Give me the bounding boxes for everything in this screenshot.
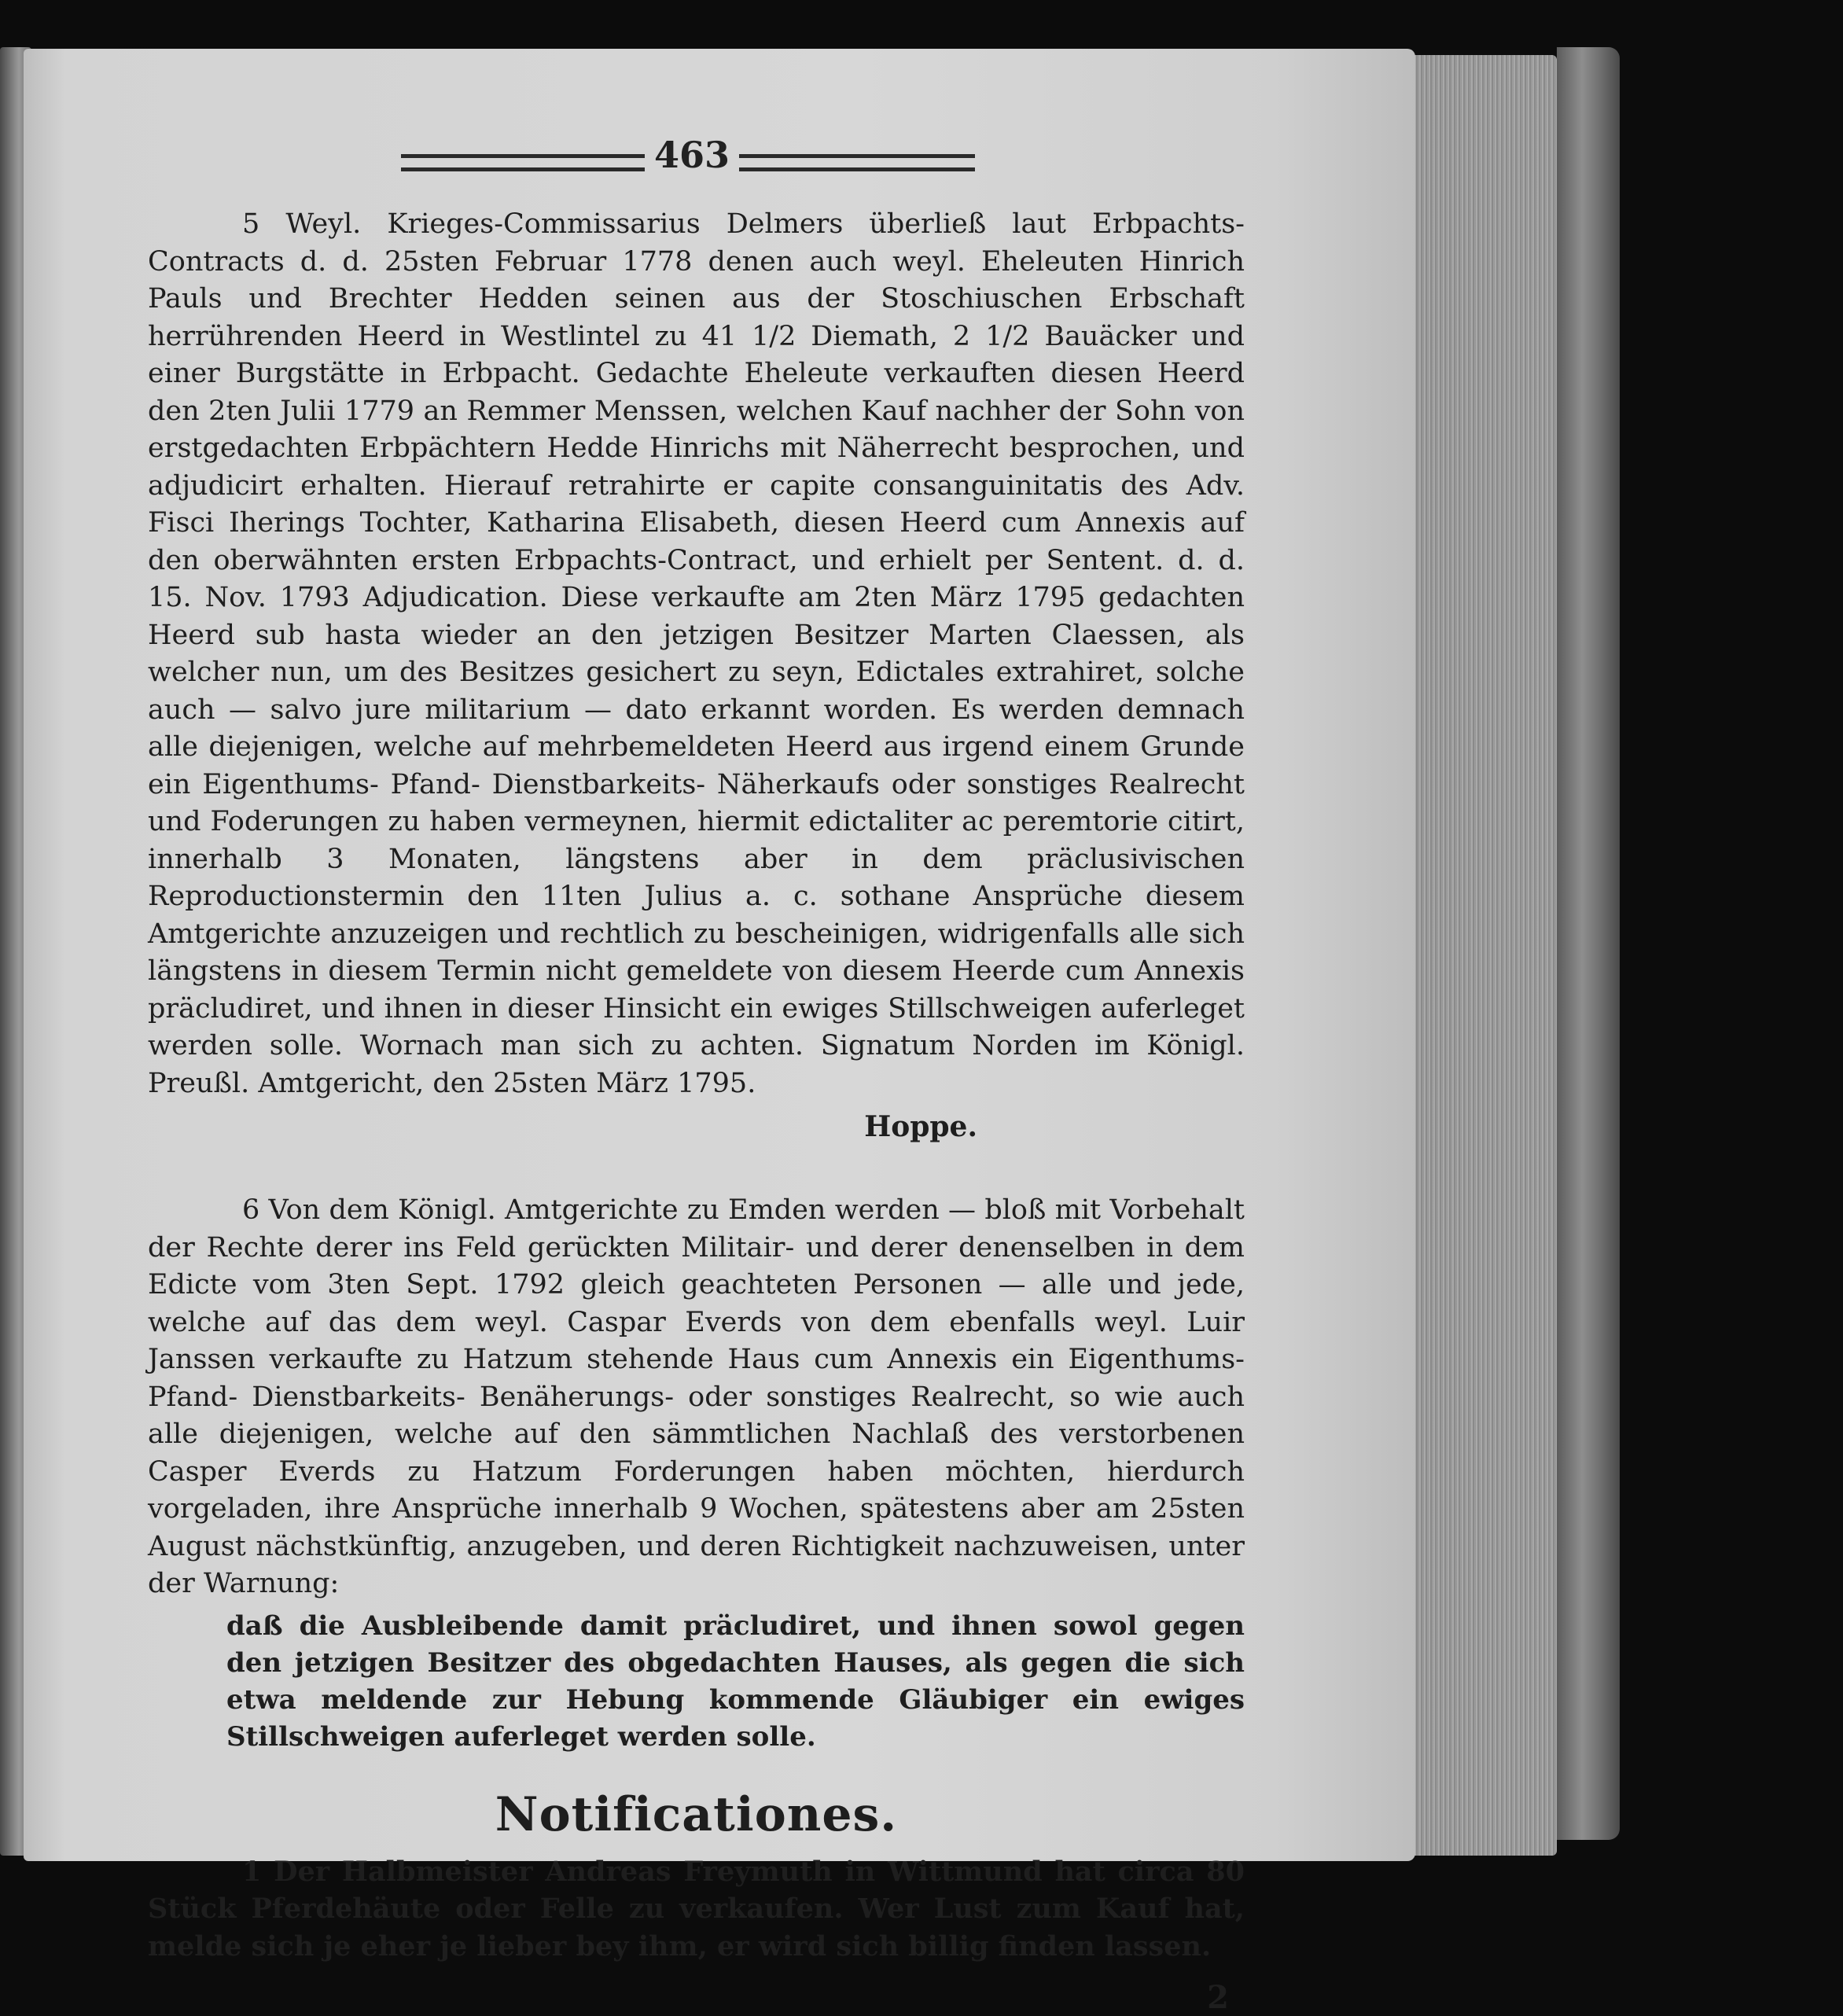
- paragraph-6: 6 Von dem Königl. Amtgerichte zu Emden werden — bloß mit Vorbehalt der Rechte derer ins Feld gerückten Militair- und derer denenselben in dem Edicte vom 3ten Sept. 1792 gleich geachteten Personen — alle und jede, welche auf das dem weyl. Caspar Everds von dem ebenfalls weyl. Luir Janssen verkaufte zu Hatzum stehende Haus cum Annexis ein Eigenthums- Pfand- Dienstbarkeits- Benäherungs- oder sonstiges Realrecht, so wie auch alle diejenigen, welche auf den sämmtlichen Nachlaß des verstorbenen Casper Everds zu Hatzum Forderungen haben möchten, hierdurch vorgeladen, ihre Ansprüche innerhalb 9 Wochen, spätestens aber am 25sten August nächstkünftig, anzugeben, und deren Richtigkeit nachzuweisen, unter der Warnung:: [148, 1194, 1245, 1599]
- paragraph-5: 5 Weyl. Krieges-Commissarius Delmers überließ laut Erbpachts-Contracts d. d. 25sten Februar 1778 denen auch weyl. Eheleuten Hinrich Pauls und Brechter Hedden seinen aus der Stoschiuschen Erbschaft herrührenden Heerd in Westlintel zu 41 1/2 Diemath, 2 1/2 Bauäcker und einer Burgstätte in Erbpacht. Gedachte Eheleute verkauften diesen Heerd den 2ten Julii 1779 an Remmer Menssen, welchen Kauf nachher der Sohn von erstgedachten Erbpächtern Hedde Hinrichs mit Näherrecht besprochen, und adjudicirt erhalten. Hierauf retrahirte er capite consanguinitatis des Adv. Fisci Iherings Tochter, Katharina Elisabeth, diesen Heerd cum Annexis auf den oberwähnten ersten Erbpachts-Contract, und erhielt per Sentent. d. d. 15. Nov. 1793 Adjudication. Diese verkaufte am 2ten März 1795 gedachten Heerd sub hasta wieder an den jetzigen Besitzer Marten Claessen, als welcher nun, um des Besitzes gesichert zu seyn, Edictales extrahiret, solche auch — salvo jure militarium — dato erkannt worden. Es werden demnach alle diejenigen, welche auf mehrbemeldeten Heerd aus irgend einem Grunde ein Eigenthums- Pfand- Dienstbarkeits- Näherkaufs oder sonstiges Realrecht und Foderungen zu haben vermeynen, hiermit edictaliter ac peremtorie citirt, innerhalb 3 Monaten, längstens aber in dem präclusivischen Reproductionstermin den 11ten Julius a. c. sothane Ansprüche diesem Amtgerichte anzuzeigen und rechtlich zu bescheinigen, widrigenfalls alle sich längstens in diesem Termin nicht gemeldete von diesem Heerde cum Annexis präcludiret, und ihnen in dieser Hinsicht ein ewiges Stillschweigen auferleget werden solle. Wornach man sich zu achten. Signatum Norden im Königl. Preußl. Amtgericht, den 25sten März 1795.: [148, 208, 1245, 1099]
- section-heading: Notificationes.: [495, 1786, 898, 1842]
- paragraph-6-warning: daß die Ausbleibende damit präcludiret, und ihnen sowol gegen den jetzigen Besitzer des obgedachten Hauses, als gegen die sich etwa meldende zur Hebung kommende Gläubiger ein ewiges Stillschweigen auferleget werden solle.: [226, 1609, 1245, 1753]
- page-text: [148, 206, 1245, 2016]
- book-cover-edge: [1557, 47, 1620, 1840]
- page-block-edges: [1400, 55, 1557, 1856]
- catchword: 2: [1207, 1979, 1229, 2016]
- page-header: [401, 134, 975, 181]
- header-rule-right: [739, 154, 975, 171]
- page-number: 463: [653, 134, 730, 176]
- notification-1: 1 Der Halbmeister Andreas Freymuth in Wittmund hat circa 80 Stück Pferdehäute oder Felle zu verkaufen. Wer Lust zum Kauf hat, melde sich je eher je lieber bey ihm, er wird sich billig finden lassen.: [148, 1855, 1245, 1963]
- signature: Hoppe.: [864, 1110, 977, 1143]
- header-rule-left: [401, 154, 645, 171]
